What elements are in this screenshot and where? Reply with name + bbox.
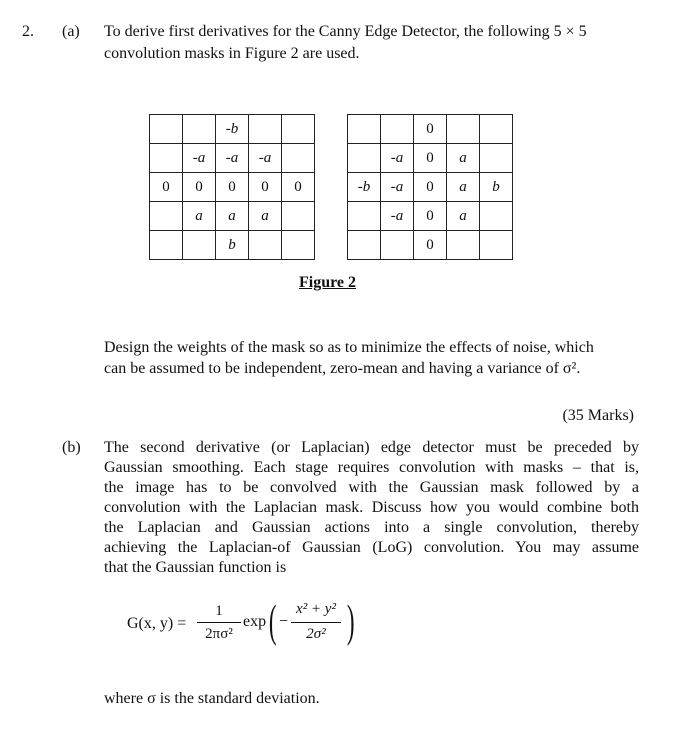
mask-left-cell: a xyxy=(183,202,216,231)
mask-right-cell: b xyxy=(480,173,513,202)
mask-left-cell: a xyxy=(216,202,249,231)
mask-right-cell xyxy=(381,231,414,260)
mask-right-row xyxy=(348,202,513,231)
part-b-line7: that the Gaussian function is xyxy=(104,559,287,576)
mask-left-cell xyxy=(150,144,183,173)
part-b-label: (b) xyxy=(62,439,81,456)
mask-left-row xyxy=(150,173,315,202)
formula-exp: exp xyxy=(243,613,267,630)
mask-right-cell xyxy=(447,231,480,260)
mask-left-cell: -a xyxy=(249,144,282,173)
mask-right-cell: 0 xyxy=(414,115,447,144)
mask-right-cell: a xyxy=(447,173,480,202)
mask-right-cell: 0 xyxy=(414,173,447,202)
figure-caption: Figure 2 xyxy=(299,274,357,291)
mask-left-cell xyxy=(183,115,216,144)
mask-left-cell: -b xyxy=(216,115,249,144)
mask-right-cell: a xyxy=(447,202,480,231)
mask-left-cell xyxy=(150,115,183,144)
marks: (35 Marks) xyxy=(562,407,634,424)
mask-right-row xyxy=(348,173,513,202)
mask-left-cell: 0 xyxy=(216,173,249,202)
mask-left-row xyxy=(150,202,315,231)
mask-left-cell xyxy=(282,144,315,173)
part-b-line6: achieving the Laplacian-of Gaussian (LoG) convolution. You may assume xyxy=(104,539,639,556)
design-line2: can be assumed to be independent, zero-mean and having a variance of σ². xyxy=(104,360,581,377)
mask-right-cell: 0 xyxy=(414,202,447,231)
mask-right-cell: 0 xyxy=(414,231,447,260)
mask-right-cell: -a xyxy=(381,202,414,231)
formula-den2: 2σ² xyxy=(306,626,326,642)
mask-right-table xyxy=(347,114,513,260)
mask-right-cell xyxy=(480,115,513,144)
part-a-label: (a) xyxy=(62,23,80,40)
part-b-line4: convolution with the Laplacian mask. Discuss how you would combine both xyxy=(104,499,639,516)
mask-left-cell xyxy=(150,202,183,231)
formula-fraction-bar-1 xyxy=(197,622,241,623)
part-b-line3: the image has to be convolved with the Gaussian mask followed by a xyxy=(104,479,639,496)
mask-left-row xyxy=(150,115,315,144)
formula-right-paren: ) xyxy=(346,595,355,646)
mask-left-cell xyxy=(282,231,315,260)
formula-num1: 1 xyxy=(215,603,223,619)
mask-right-row xyxy=(348,231,513,260)
part-b-line1: The second derivative (or Laplacian) edge detector must be preceded by xyxy=(104,439,639,456)
mask-right-cell: -b xyxy=(348,173,381,202)
mask-left-cell: 0 xyxy=(249,173,282,202)
mask-left-cell xyxy=(249,231,282,260)
formula-den1: 2πσ² xyxy=(205,626,233,642)
mask-left-cell xyxy=(150,231,183,260)
design-line1: Design the weights of the mask so as to minimize the effects of noise, which xyxy=(104,339,594,356)
mask-right-cell xyxy=(348,202,381,231)
mask-left-cell: b xyxy=(216,231,249,260)
mask-right-row xyxy=(348,115,513,144)
mask-right-cell xyxy=(480,144,513,173)
footer-note: where σ is the standard deviation. xyxy=(104,690,320,707)
part-a-intro-line2: convolution masks in Figure 2 are used. xyxy=(104,45,360,62)
mask-right-cell xyxy=(480,202,513,231)
mask-right-cell: -a xyxy=(381,144,414,173)
mask-left-cell: -a xyxy=(216,144,249,173)
formula-minus: − xyxy=(279,613,289,630)
formula-left-paren: ( xyxy=(268,595,277,646)
mask-right-cell: 0 xyxy=(414,144,447,173)
mask-left-cell xyxy=(282,202,315,231)
mask-right-cell xyxy=(348,144,381,173)
mask-right-cell xyxy=(381,115,414,144)
formula-lhs: G(x, y) = xyxy=(127,615,187,632)
mask-right-cell: a xyxy=(447,144,480,173)
mask-left-cell xyxy=(249,115,282,144)
mask-left-row xyxy=(150,231,315,260)
question-number: 2. xyxy=(22,23,34,40)
mask-left-cell xyxy=(183,231,216,260)
mask-left-cell: -a xyxy=(183,144,216,173)
mask-right-cell xyxy=(348,231,381,260)
part-b-line2: Gaussian smoothing. Each stage requires convolution with masks – that is, xyxy=(104,459,639,476)
formula-num2: x² + y² xyxy=(296,601,336,617)
formula-fraction-bar-2 xyxy=(291,622,341,623)
mask-right-cell xyxy=(480,231,513,260)
mask-left-cell: 0 xyxy=(183,173,216,202)
mask-right-row xyxy=(348,144,513,173)
mask-left-cell: 0 xyxy=(282,173,315,202)
mask-right-cell xyxy=(447,115,480,144)
part-a-intro-line1: To derive first derivatives for the Canny Edge Detector, the following 5 × 5 xyxy=(104,23,587,40)
mask-left-cell: 0 xyxy=(150,173,183,202)
mask-right-cell xyxy=(348,115,381,144)
mask-left-cell xyxy=(282,115,315,144)
mask-left-cell: a xyxy=(249,202,282,231)
mask-right-cell: -a xyxy=(381,173,414,202)
part-b-line5: the Laplacian and Gaussian actions into a single convolution, thereby xyxy=(104,519,639,536)
mask-left-row xyxy=(150,144,315,173)
mask-left-table xyxy=(149,114,315,260)
